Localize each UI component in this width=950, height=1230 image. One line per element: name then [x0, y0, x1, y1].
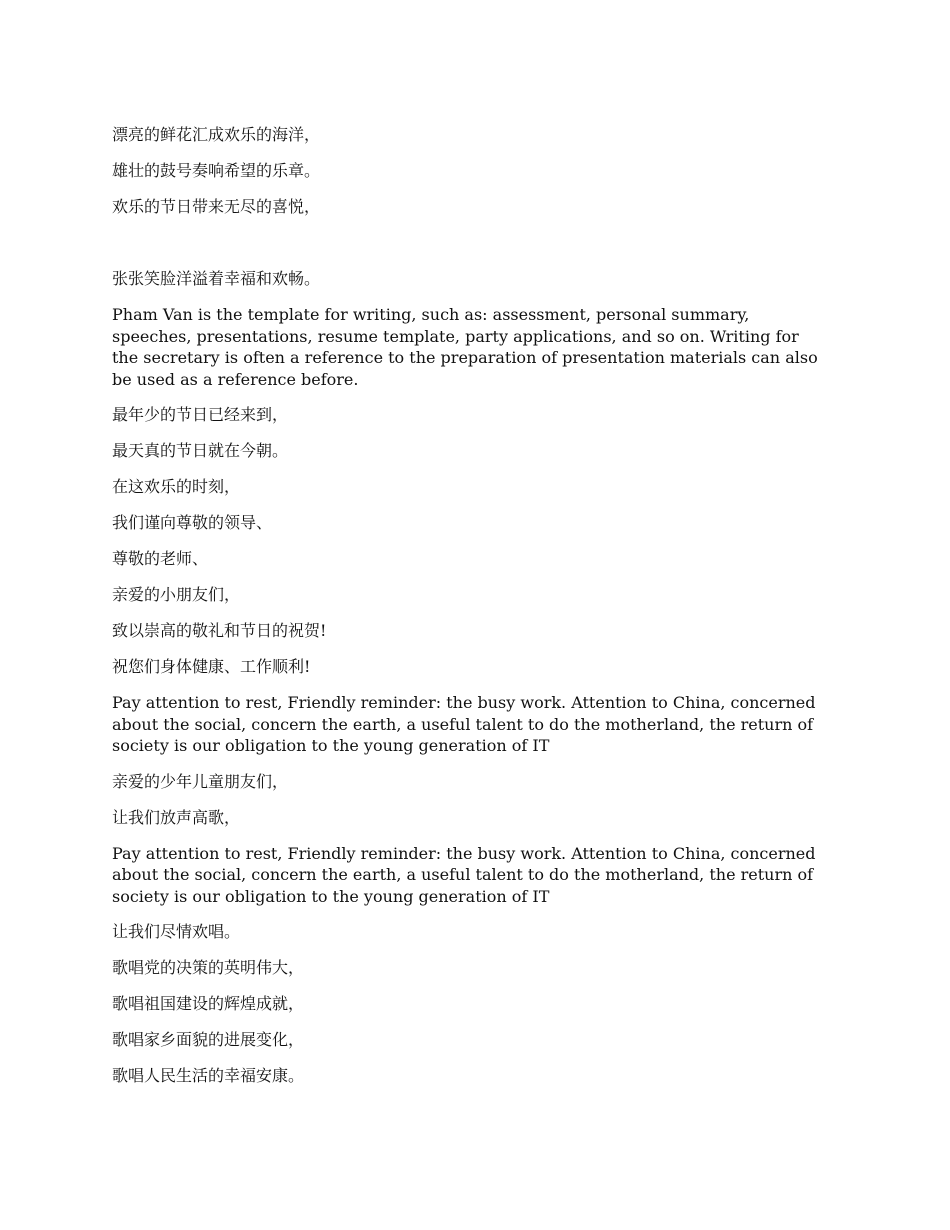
paragraph: 尊敬的老师、: [112, 549, 209, 568]
paragraph: 祝您们身体健康、工作顺利!: [112, 657, 311, 676]
paragraph: 最天真的节日就在今朝。: [112, 441, 289, 460]
paragraph: 歌唱家乡面貌的进展变化，: [112, 1030, 305, 1049]
paragraph: 亲爱的少年儿童朋友们，: [112, 771, 289, 791]
paragraph: 漂亮的鲜花汇成欢乐的海洋，: [112, 125, 321, 144]
paragraph: 张张笑脸洋溢着幸福和欢畅。: [112, 269, 321, 288]
paragraph: 让我们尽情欢唱。: [112, 922, 241, 941]
paragraph: 歌唱祖国建设的辉煌成就，: [112, 994, 305, 1013]
paragraph: 歌唱人民生活的幸福安康。: [112, 1066, 305, 1085]
paragraph: Pham Van is the template for writing, such as: assessment, personal summary, speeches, presentations, resume template, party applications, and so on. Writing for the secretary is often a reference to the preparation of presentation materials can also be used as a reference before.: [112, 305, 818, 389]
paragraph: Pay attention to rest, Friendly reminder: the busy work. Attention to China, concerned about the social, concern the earth, a useful talent to do the motherland, the return of society is our obligation to the young generation of IT: [112, 843, 816, 906]
paragraph: 让我们放声高歌，: [112, 807, 241, 827]
paragraph: 我们谨向尊敬的领导、: [112, 513, 273, 532]
paragraph: 雄壮的鼓号奏响希望的乐章。: [112, 161, 321, 180]
paragraph: Pay attention to rest, Friendly reminder: the busy work. Attention to China, concerned about the social, concern the earth, a useful talent to do the motherland, the return of society is our obligation to the young generation of IT: [112, 693, 816, 755]
paragraph: 在这欢乐的时刻，: [112, 477, 241, 496]
paragraph: 最年少的节日已经来到，: [112, 405, 289, 424]
paragraph: 歌唱党的决策的英明伟大，: [112, 958, 305, 977]
paragraph: 欢乐的节日带来无尽的喜悦，: [112, 197, 321, 216]
paragraph: 致以崇高的敬礼和节日的祝贺!: [112, 621, 327, 640]
paragraph: 亲爱的小朋友们，: [112, 585, 241, 604]
document-body: [112, 124, 828, 1101]
